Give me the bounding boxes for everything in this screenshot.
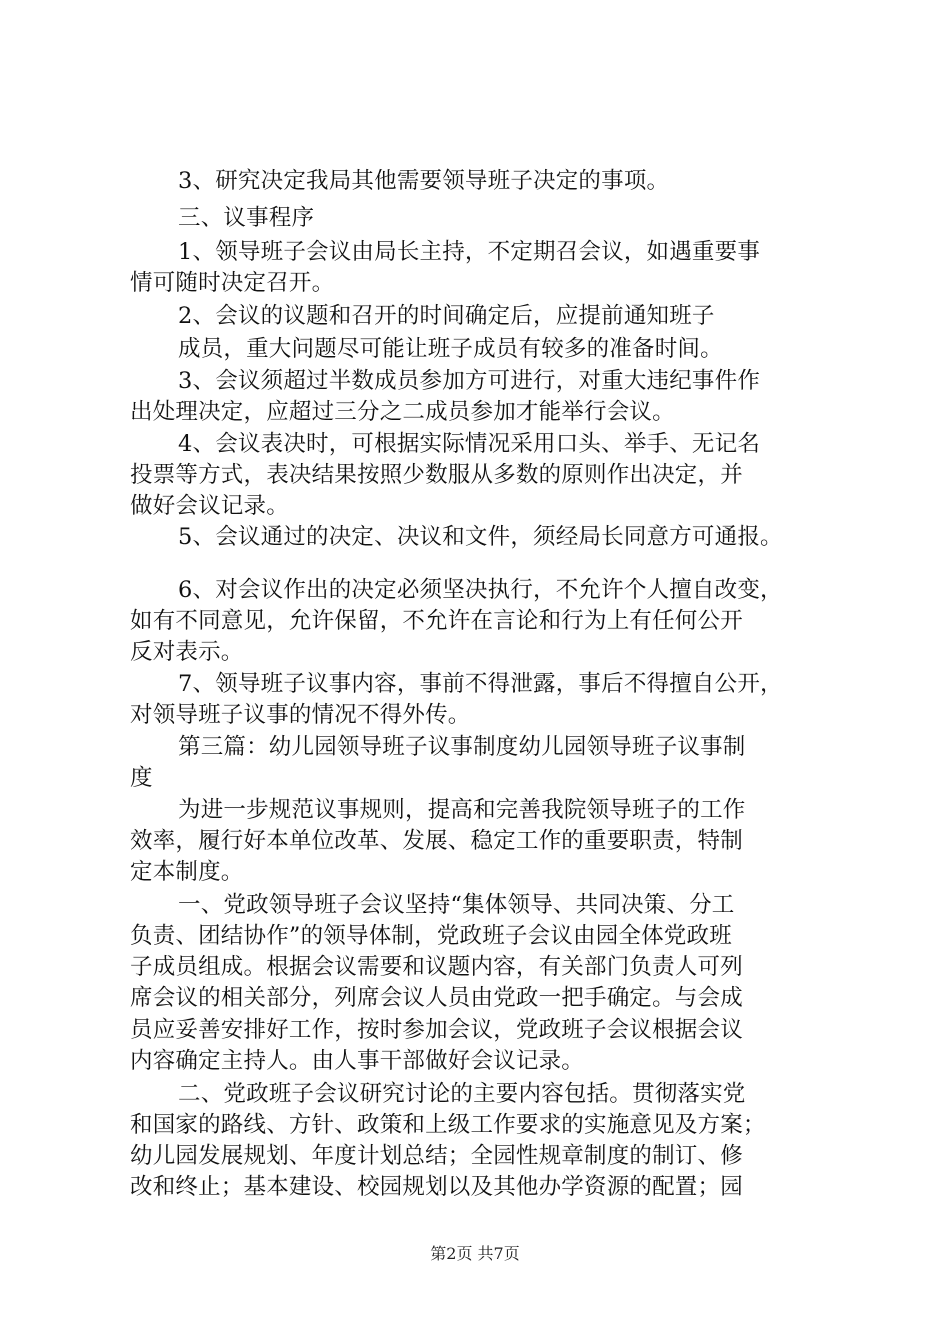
text-line: 如有不同意见，允许保留，不允许在言论和行为上有任何公开 xyxy=(130,608,743,634)
text-line: 幼儿园发展规划、年度计划总结；全园性规章制度的制订、修 xyxy=(130,1143,743,1169)
text-line: 4、会议表决时，可根据实际情况采用口头、举手、无记名 xyxy=(178,431,761,457)
text-line: 7、领导班子议事内容，事前不得泄露，事后不得擅自公开， xyxy=(178,671,783,697)
text-line: 5、会议通过的决定、决议和文件，须经局长同意方可通报。 xyxy=(178,524,783,550)
chapter-title-continued: 度 xyxy=(130,765,153,791)
text-line: 一、党政领导班子会议坚持“集体领导、共同决策、分工 xyxy=(178,892,735,918)
text-line: 为进一步规范议事规则，提高和完善我院领导班子的工作 xyxy=(178,797,746,823)
text-line: 6、对会议作出的决定必须坚决执行，不允许个人擅自改变， xyxy=(178,577,783,603)
text-line: 定本制度。 xyxy=(130,859,244,885)
text-line: 对领导班子议事的情况不得外传。 xyxy=(130,702,471,728)
text-line: 改和终止；基本建设、校园规划以及其他办学资源的配置；园 xyxy=(130,1174,743,1200)
text-line: 子成员组成。根据会议需要和议题内容，有关部门负责人可列 xyxy=(130,954,743,980)
chapter-title: 第三篇：幼儿园领导班子议事制度幼儿园领导班子议事制 xyxy=(178,734,746,760)
text-line: 成员，重大问题尽可能让班子成员有较多的准备时间。 xyxy=(178,336,723,362)
text-line: 席会议的相关部分，列席会议人员由党政一把手确定。与会成 xyxy=(130,985,743,1011)
text-line: 3、会议须超过半数成员参加方可进行，对重大违纪事件作 xyxy=(178,368,761,394)
text-line: 内容确定主持人。由人事干部做好会议记录。 xyxy=(130,1048,585,1074)
text-line: 情可随时决定召开。 xyxy=(130,270,335,296)
text-line: 员应妥善安排好工作，按时参加会议，党政班子会议根据会议 xyxy=(130,1017,743,1043)
text-line: 效率，履行好本单位改革、发展、稳定工作的重要职责，特制 xyxy=(130,828,743,854)
text-line: 3、研究决定我局其他需要领导班子决定的事项。 xyxy=(178,168,670,194)
text-line: 1、领导班子会议由局长主持，不定期召会议，如遇重要事 xyxy=(178,239,761,265)
text-line: 负责、团结协作”的领导体制，党政班子会议由园全体党政班 xyxy=(130,923,732,949)
text-line: 和国家的路线、方针、政策和上级工作要求的实施意见及方案； xyxy=(130,1112,766,1138)
text-line: 二、党政班子会议研究讨论的主要内容包括。贯彻落实党 xyxy=(178,1081,746,1107)
text-line: 2、会议的议题和召开的时间确定后，应提前通知班子 xyxy=(178,303,715,329)
text-line: 反对表示。 xyxy=(130,639,244,665)
text-line: 投票等方式，表决结果按照少数服从多数的原则作出决定，并 xyxy=(130,462,743,488)
text-line: 做好会议记录。 xyxy=(130,493,289,519)
text-line: 出处理决定，应超过三分之二成员参加才能举行会议。 xyxy=(130,399,675,425)
page-footer: 第2页 共7页 xyxy=(430,1244,520,1263)
section-heading: 三、议事程序 xyxy=(178,205,315,231)
